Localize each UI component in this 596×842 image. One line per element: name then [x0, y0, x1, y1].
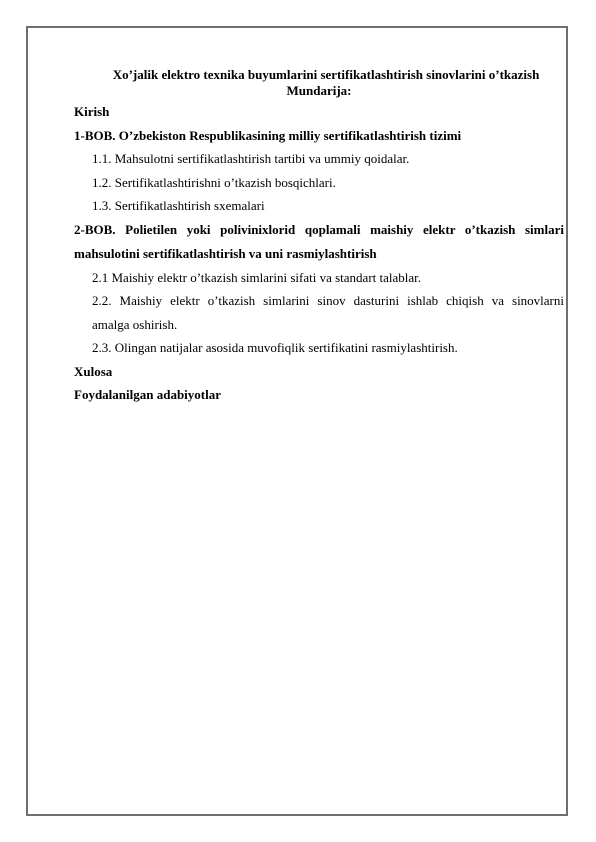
- toc-intro: Kirish: [74, 104, 110, 119]
- toc-chapter-2-title: [74, 218, 564, 266]
- toc-references: Foydalanilgan adabiyotlar: [74, 387, 221, 402]
- toc-item-2-2-continued: amalga oshirish.: [92, 316, 178, 332]
- document-content: [74, 66, 564, 407]
- toc-chapter-1-title: 1-BOB. O’zbekiston Respublikasining milliy sertifikatlashtirish tizimi: [74, 127, 462, 143]
- toc-heading: Mundarija:: [286, 83, 352, 98]
- toc-item-2-2: 2.2. Maishiy elektr o’tkazish simlarini sinov dasturini ishlab chiqish va sinovlarni: [92, 293, 564, 308]
- toc-item-1-2: 1.2. Sertifikatlashtirishni o’tkazish bosqichlari.: [92, 174, 336, 190]
- toc-chapter-2-title-line-1: 2-BOB. Polietilen yoki polivinixlorid qoplamali maishiy elektr o’tkazish simlari: [74, 221, 564, 237]
- document-title: Xo’jalik elektro texnika buyumlarini sertifikatlashtirish sinovlarini o’tkazish: [112, 67, 540, 82]
- toc-item-1-3: 1.3. Sertifikatlashtirish sxemalari: [92, 198, 265, 213]
- toc-item-2-3: 2.3. Olingan natijalar asosida muvofiqlik sertifikatini rasmiylashtirish.: [92, 340, 458, 355]
- toc-chapter-2-title-line-2: mahsulotini sertifikatlashtirish va uni rasmiylashtirish: [74, 245, 377, 261]
- toc-item-2-1: 2.1 Maishiy elektr o’tkazish simlarini sifati va standart talablar.: [92, 269, 422, 285]
- toc-item-1-1: 1.1. Mahsulotni sertifikatlashtirish tartibi va ummiy qoidalar.: [92, 151, 410, 166]
- toc-conclusion: Xulosa: [74, 363, 113, 379]
